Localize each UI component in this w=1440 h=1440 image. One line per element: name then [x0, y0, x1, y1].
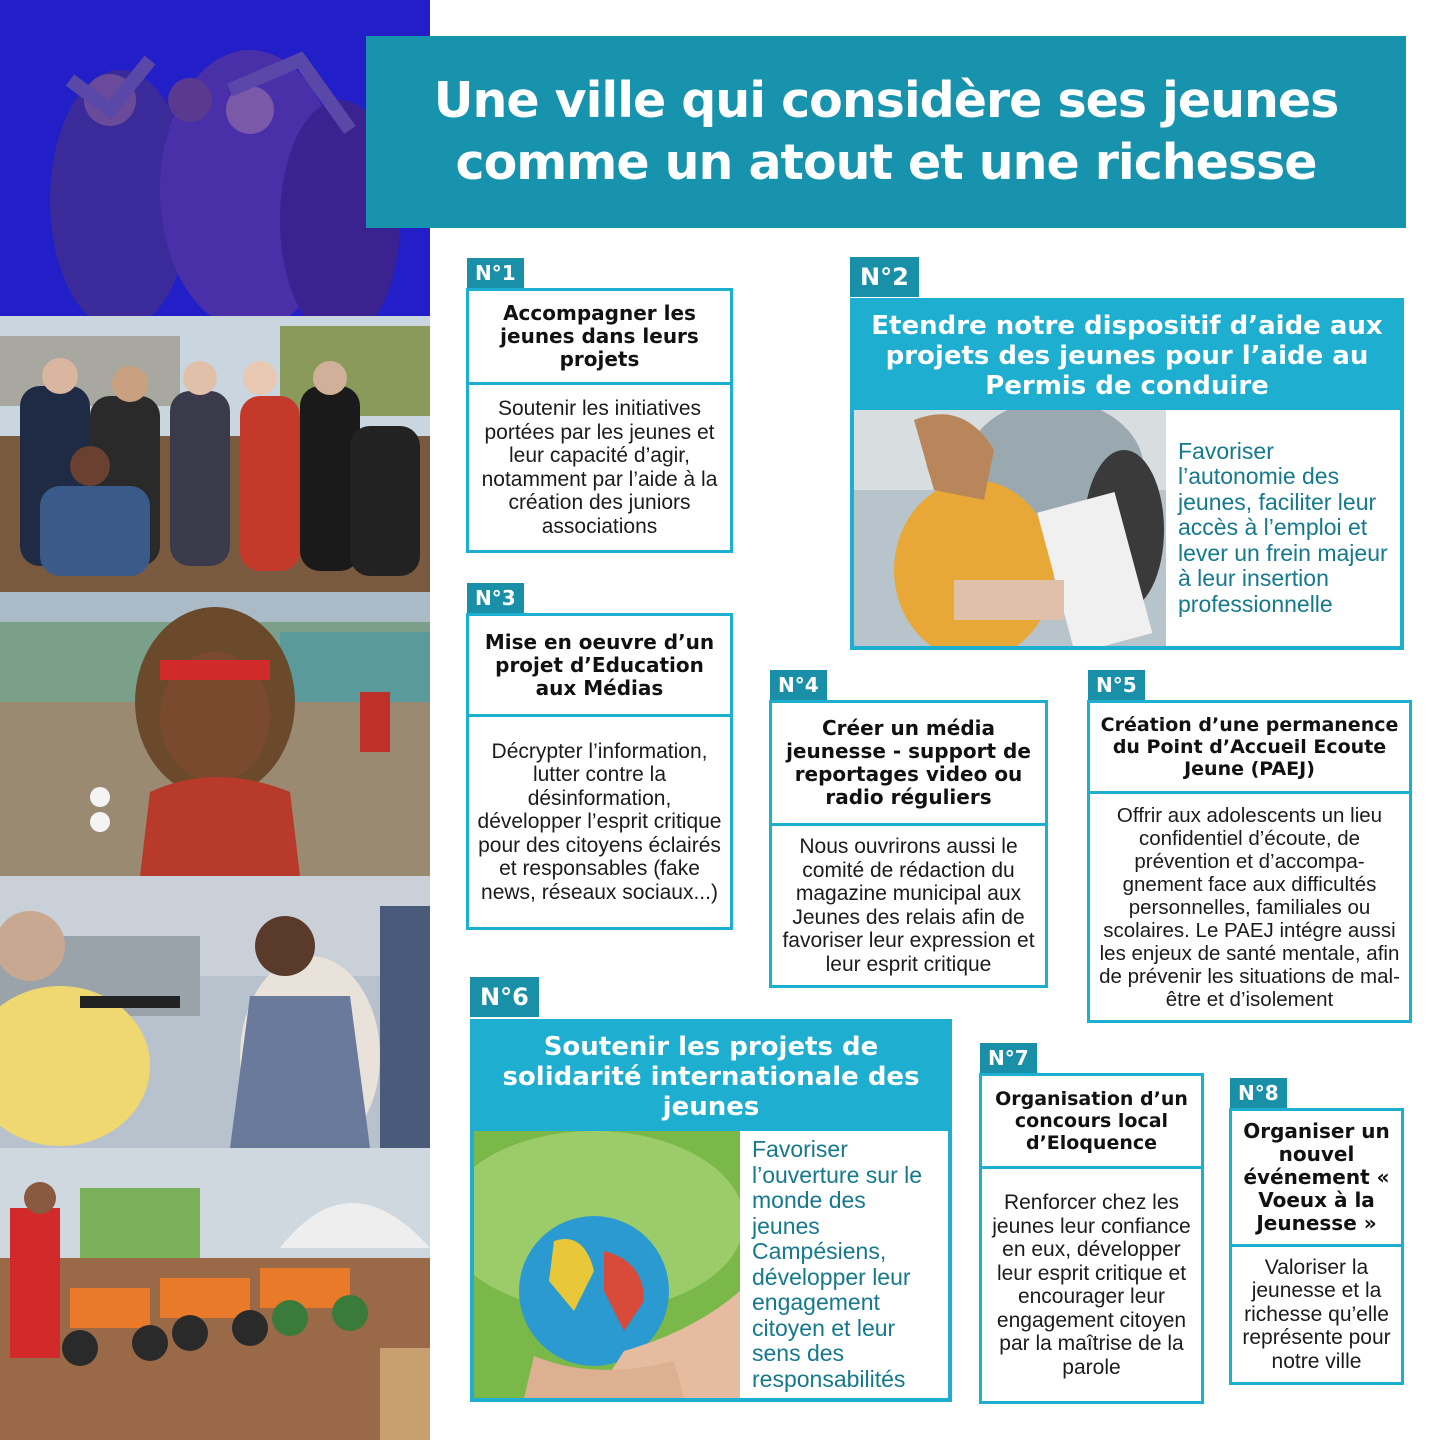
- title-banner: [366, 36, 1406, 228]
- proposal-heading-7: Organisation d’un concours local d’Eloquence: [982, 1076, 1201, 1169]
- proposal-card-8: [1229, 1108, 1404, 1385]
- proposal-text-4: Nous ouvrirons aussi le comité de rédaction du magazine municipal aux Jeunes des relais afin de favoriser leur expression et leur esprit critique: [782, 835, 1035, 976]
- proposal-card-6: [470, 1019, 952, 1402]
- proposal-card-5: [1087, 700, 1412, 1023]
- number-tag-3: N°3: [467, 583, 524, 613]
- proposal-card-4: [769, 700, 1048, 988]
- globe-in-hands-photo: [474, 1131, 740, 1398]
- proposal-text-3: Décrypter l’information, lutter contre la désinformation, développer l’esprit critique pour des citoyens éclairés et responsables (fake news, réseaux sociaux...): [477, 739, 722, 904]
- proposal-heading-5: Création d’une permanence du Point d’Accueil Ecoute Jeune (PAEJ): [1090, 703, 1409, 794]
- proposal-text-7: Renforcer chez les jeunes leur confiance en eux, développer leur esprit critique et encourager leur engagement citoyen par la maîtrise de la parole: [992, 1191, 1191, 1379]
- driving-lesson-photo: [854, 410, 1166, 646]
- proposal-card-7: [979, 1073, 1204, 1404]
- proposal-text-5: Offrir aux adolescents un lieu confidentiel d’écoute, de prévention et d’accompa-gnement face aux difficultés personnelles, familiales ou scolaires. Le PAEJ intégre aussi les enjeux de santé mentale, afin de prévenir les situations de mal-être et d’isolement: [1099, 803, 1400, 1011]
- youth-group-photo: [0, 316, 430, 592]
- proposal-text-2: Favoriser l’autonomie des jeunes, faciliter leur accès à l’emploi et lever un frein majeur à leur insertion professionnelle: [1178, 437, 1388, 617]
- go-kart-photo: [0, 1148, 430, 1440]
- proposal-heading-4: Créer un média jeunesse - support de reportages video ou radio réguliers: [772, 703, 1045, 826]
- page-title: Une ville qui considère ses jeunes comme un atout et une richesse: [433, 72, 1339, 191]
- proposal-card-2: [850, 298, 1404, 650]
- proposal-heading-3: Mise en oeuvre d’un projet d’Education aux Médias: [469, 616, 730, 717]
- girl-selfie-photo: [0, 592, 430, 876]
- proposal-card-3: [466, 613, 733, 930]
- proposal-heading-2: Etendre notre dispositif d’aide aux projets des jeunes pour l’aide au Permis de conduire: [871, 311, 1383, 401]
- number-tag-7: N°7: [980, 1043, 1037, 1073]
- proposal-heading-1: Accompagner les jeunes dans leurs projets: [469, 291, 730, 385]
- number-tag-4: N°4: [770, 670, 827, 700]
- number-tag-8: N°8: [1230, 1078, 1287, 1108]
- proposal-card-1: [466, 288, 733, 553]
- number-tag-2: N°2: [850, 257, 919, 297]
- number-tag-1: N°1: [467, 258, 524, 288]
- proposal-heading-6: Soutenir les projets de solidarité internationale des jeunes: [502, 1032, 920, 1122]
- proposal-text-8: Valoriser la jeunesse et la richesse qu’elle représente pour notre ville: [1242, 1255, 1391, 1373]
- interview-photo: [0, 876, 430, 1148]
- proposal-heading-8: Organiser un nouvel événement « Voeux à la Jeunesse »: [1232, 1111, 1401, 1247]
- number-tag-5: N°5: [1088, 670, 1145, 700]
- number-tag-6: N°6: [470, 977, 539, 1017]
- proposal-text-1: Soutenir les initiatives portées par les jeunes et leur capacité d’agir, notamment par l’aide à la création des juniors associations: [481, 397, 718, 538]
- proposal-text-6: Favoriser l’ouverture sur le monde des jeunes Campésiens, développer leur engagement citoyen et leur sens des responsabilités: [752, 1136, 923, 1392]
